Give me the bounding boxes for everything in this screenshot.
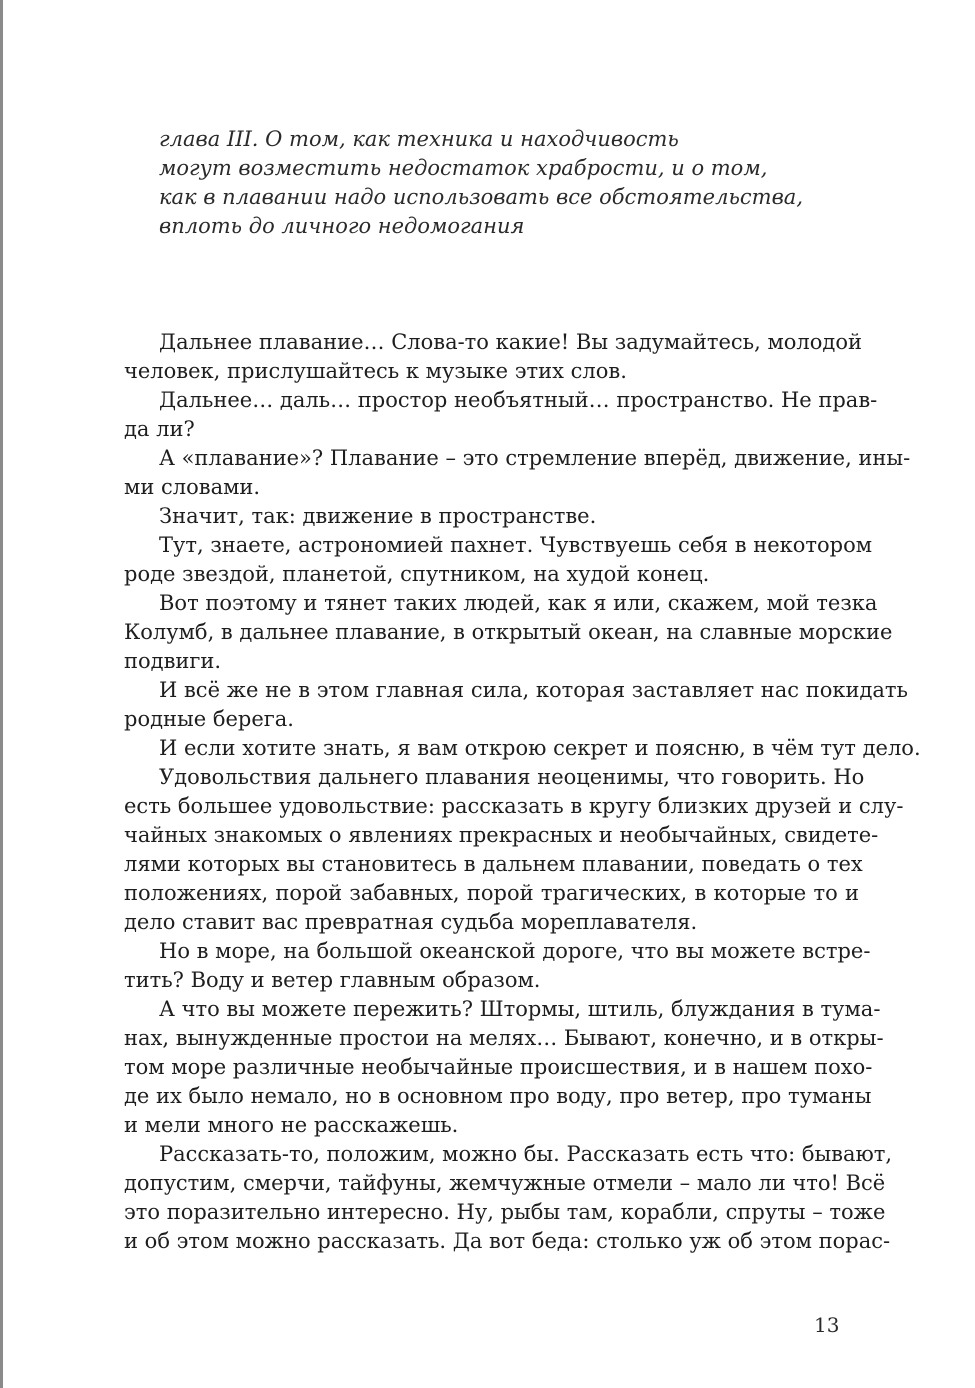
- chapter-heading-line: вплоть до личного недомогания: [159, 214, 525, 238]
- chapter-heading-line: глава III. О том, как техника и находчивость: [159, 127, 679, 151]
- text-line: А что вы можете пережить? Штормы, штиль, блуждания в тума-: [159, 997, 881, 1021]
- text-line: Тут, знаете, астрономией пахнет. Чувствуешь себя в некотором: [159, 533, 873, 557]
- text-line: Удовольствия дальнего плавания неоценимы, что говорить. Но: [159, 765, 865, 789]
- text-line: допустим, смерчи, тайфуны, жемчужные отмели – мало ли что! Всё: [124, 1171, 886, 1195]
- text-line: тить? Воду и ветер главным образом.: [124, 968, 541, 992]
- text-line: ми словами.: [124, 475, 261, 499]
- text-line: это поразительно интересно. Ну, рыбы там, корабли, спруты – тоже: [124, 1200, 886, 1224]
- text-line: положениях, порой забавных, порой трагических, в которые то и: [124, 881, 859, 905]
- chapter-heading-line: могут возместить недостаток храбрости, и о том,: [159, 156, 768, 180]
- text-line: родные берега.: [124, 707, 294, 731]
- text-line: И если хотите знать, я вам открою секрет и поясню, в чём тут дело.: [159, 736, 921, 760]
- text-line: А «плавание»? Плавание – это стремление вперёд, движение, ины-: [159, 446, 911, 470]
- text-line: нах, вынужденные простои на мелях… Бывают, конечно, и в откры-: [124, 1026, 884, 1050]
- text-line: дело ставит вас превратная судьба мореплавателя.: [124, 910, 698, 934]
- text-line: чайных знакомых о явлениях прекрасных и необычайных, свидете-: [124, 823, 879, 847]
- chapter-heading-line: как в плавании надо использовать все обстоятельства,: [159, 185, 803, 209]
- page-number: 13: [814, 1313, 840, 1337]
- text-line: Значит, так: движение в пространстве.: [159, 504, 597, 528]
- text-line: лями которых вы становитесь в дальнем плавании, поведать о тех: [124, 852, 863, 876]
- text-line: и об этом можно рассказать. Да вот беда: столько уж об этом порас-: [124, 1229, 891, 1253]
- text-line: Но в море, на большой океанской дороге, что вы можете встре-: [159, 939, 871, 963]
- text-line: Дальнее… даль… простор необъятный… пространство. Не прав-: [159, 388, 878, 412]
- text-line: подвиги.: [124, 649, 222, 673]
- page-left-border: [0, 0, 3, 1388]
- text-line: де их было немало, но в основном про воду, про ветер, про туманы: [124, 1084, 872, 1108]
- text-line: Рассказать-то, положим, можно бы. Рассказать есть что: бывают,: [159, 1142, 893, 1166]
- text-line: есть большее удовольствие: рассказать в кругу близких друзей и слу-: [124, 794, 904, 818]
- text-line: Дальнее плавание… Слова-то какие! Вы задумайтесь, молодой: [159, 330, 862, 354]
- text-line: да ли?: [124, 417, 195, 441]
- text-line: Вот поэтому и тянет таких людей, как я или, скажем, мой тезка: [159, 591, 878, 615]
- text-line: и мели много не расскажешь.: [124, 1113, 459, 1137]
- text-line: роде звездой, планетой, спутником, на худой конец.: [124, 562, 710, 586]
- chapter-heading: [159, 125, 879, 241]
- text-line: Колумб, в дальнее плавание, в открытый океан, на славные морские: [124, 620, 893, 644]
- body-text: [124, 328, 921, 1256]
- text-line: человек, прислушайтесь к музыке этих слов.: [124, 359, 627, 383]
- text-line: И всё же не в этом главная сила, которая заставляет нас покидать: [159, 678, 908, 702]
- text-line: том море различные необычайные происшествия, и в нашем похо-: [124, 1055, 873, 1079]
